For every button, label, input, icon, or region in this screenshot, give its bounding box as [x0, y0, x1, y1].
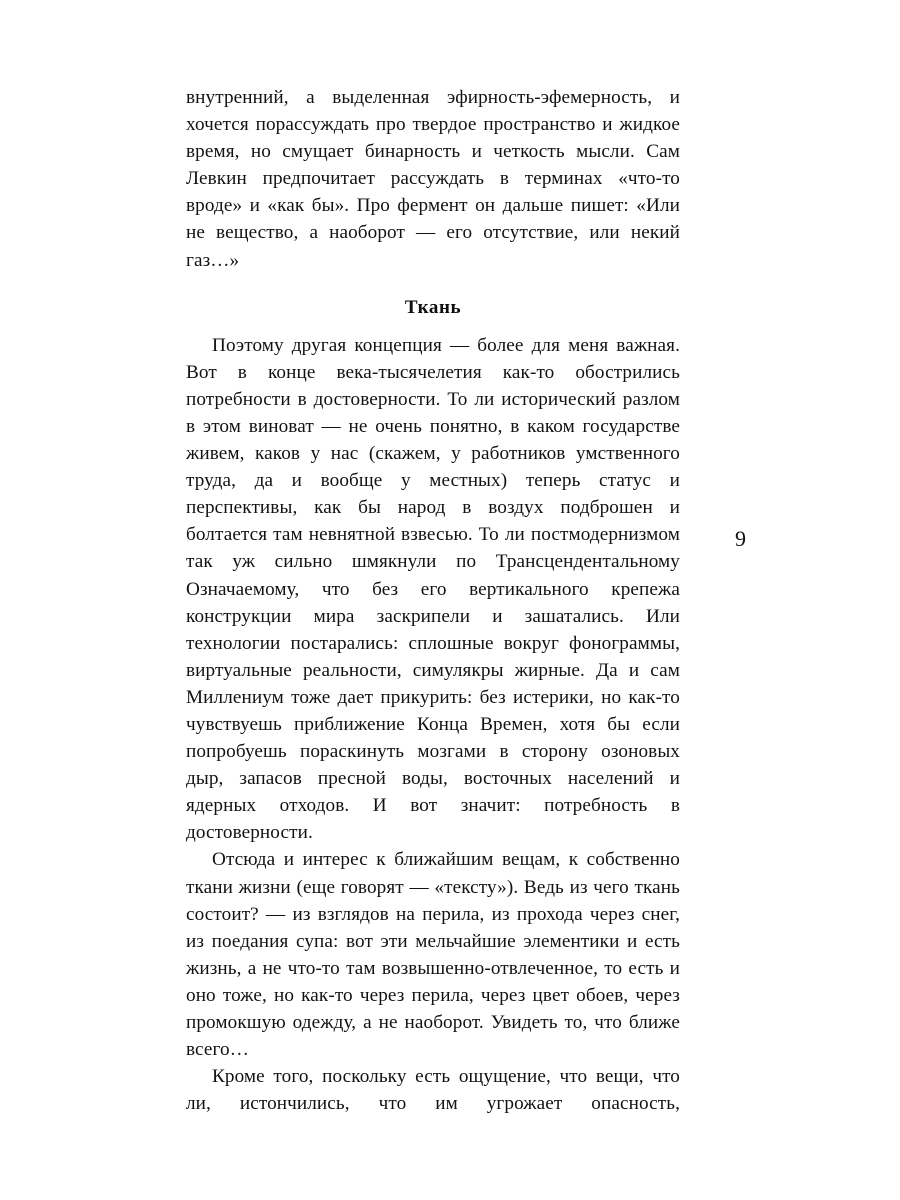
section-heading: Ткань [404, 296, 462, 318]
text-column [186, 84, 680, 1144]
page-number: 9 [735, 526, 746, 551]
paragraph: Кроме того, поскольку есть ощущение, что вещи, что ли, истончились, что им угрожает опасность, [186, 1066, 680, 1115]
paragraph: Поэтому другая концепция — более для меня важная. Вот в конце века-тысячелетия как-то обострились потребности в достоверности. То ли исторический разлом в этом виноват — не очень понятно, в каком государстве живем, каков у нас (скажем, у работников умственного труда, да и вообще у местных) теперь статус и перспективы, как бы народ в воздух подброшен и болтается там невнятной взвесью. То ли постмодернизмом так уж сильно шмякнули по Трансцендентальному Означаемому, что без его вертикального крепежа конструкции мира заскрипели и зашатались. Или технологии постарались: сплошные вокруг фонограммы, виртуальные реальности, симулякры жирные. Да и сам Миллениум тоже дает прикурить: без истерики, но как-то чувствуешь приближение Конца Времен, хотя бы если попробуешь пораскинуть мозгами в сторону озоновых дыр, запасов пресной воды, восточных населений и ядерных отходов. И вот значит: потребность в достоверности. [186, 334, 680, 844]
paragraph: Отсюда и интерес к ближайшим вещам, к собственно ткани жизни (еще говорят — «тексту»). Ведь из чего ткань состоит? — из взглядов на перила, из прохода через снег, из поедания супа: вот эти мельчайшие элементики и есть жизнь, а не что-то там возвышенно-отвлеченное, то есть и оно тоже, но как-то через перила, через цвет обоев, через промокшую одежду, а не наоборот. Увидеть то, что ближе всего… [186, 849, 680, 1061]
paragraph-continuation: внутренний, а выделенная эфирность-эфемерность, и хочется порассуждать про твердое пространство и жидкое время, но смущает бинарность и четкость мысли. Сам Левкин предпочитает рассуждать в терминах «что-то вроде» и «как бы». Про фермент он дальше пишет: «Или не вещество, а наоборот — его отсутствие, или некий газ…» [186, 87, 680, 271]
